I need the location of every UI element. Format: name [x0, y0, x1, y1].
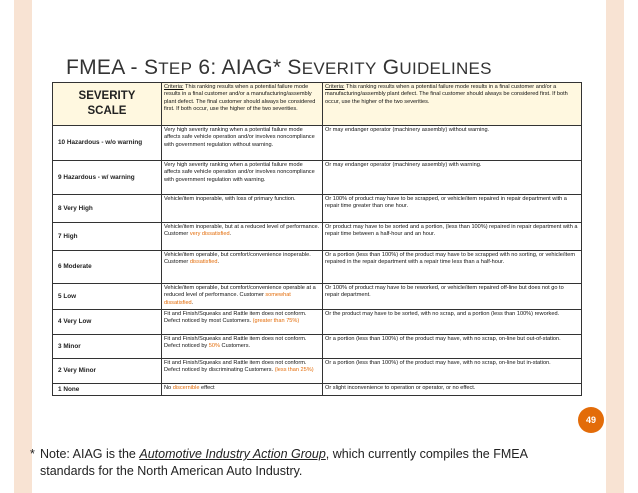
process-effect-cell: Or may endanger operator (machinery assembly) without warning. — [323, 126, 582, 161]
process-effect-cell: Or may endanger operator (machinery assembly) with warning. — [323, 161, 582, 195]
vehicle-effect-cell: Very high severity ranking when a potential failure mode affects safe vehicle operation and/or involves noncompliance with government regulation without warning. — [162, 126, 323, 161]
vehicle-effect-cell: Fit and Finish/Squeaks and Rattle item does not conform. Defect noticed by most Customers. (greater than 75%) — [162, 310, 323, 335]
rank-cell: 10 Hazardous - w/o warning — [53, 126, 162, 161]
slide-title: FMEA - STEP 6: AIAG* SEVERITY GUIDELINES — [66, 56, 492, 79]
process-effect-cell: Or 100% of product may have to be scrapped, or vehicle/item repaired in repair department with a repair time greater than one hour. — [323, 195, 582, 223]
footnote-suffix: , which currently compiles the FMEA standards for the North American Auto Industry. — [40, 447, 528, 478]
rank-cell: 9 Hazardous - w/ warning — [53, 161, 162, 195]
process-effect-cell: Or product may have to be sorted and a portion, (less than 100%) repaired in repair department with a repair time between a half-hour and an hour. — [323, 223, 582, 251]
page-number-badge: 49 — [578, 407, 604, 433]
table-row — [53, 359, 582, 384]
footnote-marker: * — [30, 447, 35, 461]
rank-cell: 3 Minor — [53, 335, 162, 359]
process-effect-cell: Or a portion (less than 100%) of the product may have, with no scrap, on-line but out-of-station. — [323, 335, 582, 359]
vehicle-effect-cell: Fit and Finish/Squeaks and Rattle item does not conform. Defect noticed by 50% Customers. — [162, 335, 323, 359]
rank-cell: 4 Very Low — [53, 310, 162, 335]
footnote — [30, 446, 550, 480]
severity-table — [52, 82, 582, 396]
table-row — [53, 223, 582, 251]
rank-cell: 6 Moderate — [53, 251, 162, 284]
table-row — [53, 126, 582, 161]
vehicle-effect-cell: Vehicle/item inoperable, but at a reduced level of performance. Customer very dissatisfied. — [162, 223, 323, 251]
footnote-prefix: Note: AIAG is the — [40, 447, 140, 461]
left-decorative-stripe — [14, 0, 32, 493]
rank-cell: 5 Low — [53, 284, 162, 310]
process-effect-cell: Or a portion (less than 100%) of the product may have, with no scrap, on-line but in-station. — [323, 359, 582, 384]
vehicle-effect-cell: Vehicle/item operable, but comfort/convenience operable at a reduced level of performance. Customer somewhat dissatisfied. — [162, 284, 323, 310]
process-effect-cell: Or a portion (less than 100%) of the product may have to be scrapped with no sorting, or vehicle/item repaired in the repair department with a repair time less than a half-hour. — [323, 251, 582, 284]
rank-cell: 7 High — [53, 223, 162, 251]
rank-cell: 8 Very High — [53, 195, 162, 223]
table-row — [53, 251, 582, 284]
vehicle-effect-cell: Vehicle/item inoperable, with loss of primary function. — [162, 195, 323, 223]
table-row — [53, 310, 582, 335]
right-decorative-stripe — [606, 0, 624, 493]
rank-cell: 2 Very Minor — [53, 359, 162, 384]
table-row — [53, 195, 582, 223]
vehicle-effect-cell: Very high severity ranking when a potential failure mode affects safe vehicle operation and/or involves noncompliance with government regulation with warning. — [162, 161, 323, 195]
process-effect-cell: Or 100% of product may have to be reworked, or vehicle/item repaired off-line but does not go to repair department. — [323, 284, 582, 310]
table-row — [53, 284, 582, 310]
table-row — [53, 335, 582, 359]
criteria-header-process: Criteria: This ranking results when a potential failure mode results in a final customer and/or a manufacturing/assembly plant defect. The final customer should always be considered first. If both occur, use the higher of the two severities. — [323, 83, 582, 126]
criteria-header-vehicle: Criteria: This ranking results when a potential failure mode results in a final customer and/or a manufacturing/assembly plant defect. The final customer should always be considered first. If both occur, use the higher of the two severities. — [162, 83, 323, 126]
aiag-link[interactable]: Automotive Industry Action Group — [139, 447, 326, 461]
process-effect-cell: Or the product may have to be sorted, with no scrap, and a portion (less than 100%) reworked. — [323, 310, 582, 335]
table-header-row — [53, 83, 582, 126]
rank-cell: 1 None — [53, 384, 162, 396]
vehicle-effect-cell: No discernible effect — [162, 384, 323, 396]
severity-scale-header: SEVERITY SCALE — [53, 83, 162, 126]
table-row — [53, 384, 582, 396]
vehicle-effect-cell: Fit and Finish/Squeaks and Rattle item does not conform. Defect noticed by discriminating Customers. (less than 25%) — [162, 359, 323, 384]
table-row — [53, 161, 582, 195]
vehicle-effect-cell: Vehicle/item operable, but comfort/convenience inoperable. Customer dissatisfied. — [162, 251, 323, 284]
process-effect-cell: Or slight inconvenience to operation or operator, or no effect. — [323, 384, 582, 396]
